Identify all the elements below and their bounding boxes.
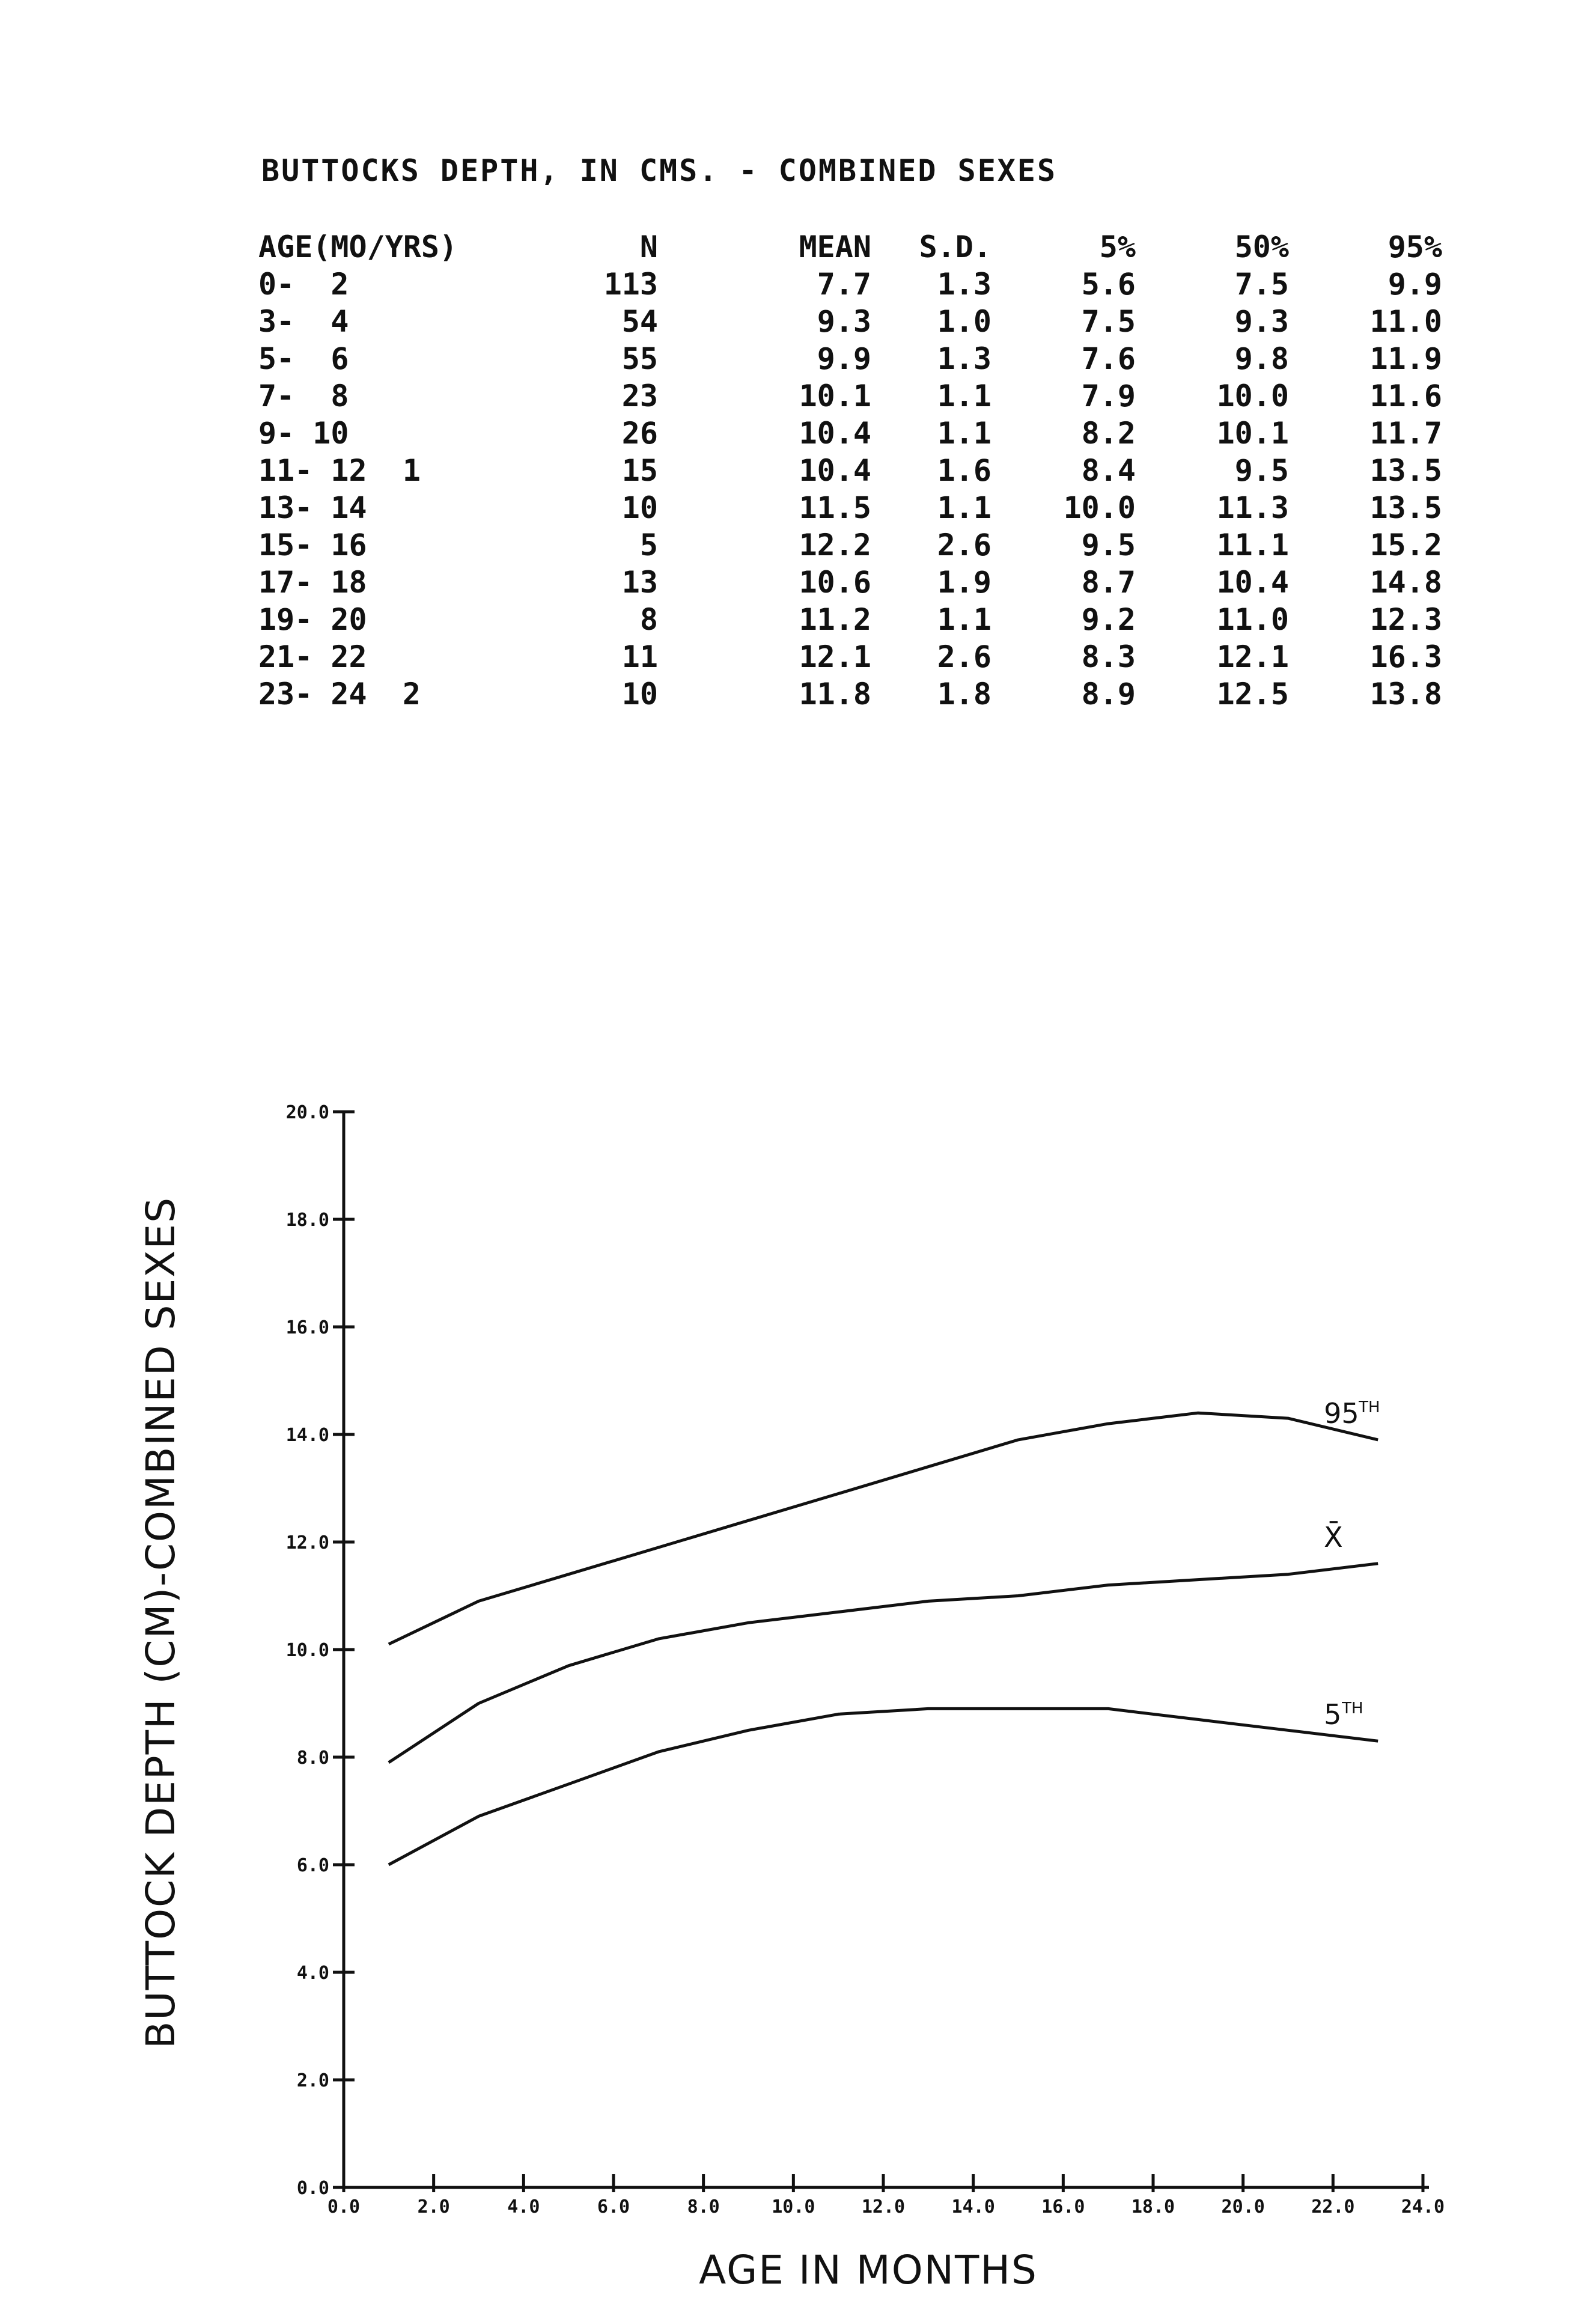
series-label: X̄ [1324,1520,1343,1553]
y-tick-label: 16.0 [285,1317,329,1338]
cell-mean: 7.7 [817,267,871,302]
cell-age [258,564,571,601]
cell-p50: 10.4 [1216,565,1289,600]
table-row [258,564,1442,601]
x-tick-label: 2.0 [417,2196,450,2217]
cell-n: 11 [621,639,658,674]
cell-n: 113 [603,267,658,302]
cell-n: 8 [639,602,658,637]
cell-p50: 7.5 [1234,267,1289,302]
cell-sd: 2.6 [937,639,991,674]
header-n: N [639,230,658,264]
cell-p95: 11.7 [1369,416,1442,451]
cell-p50: 12.1 [1216,639,1289,674]
x-tick-label: 14.0 [951,2196,995,2217]
header-p50: 50% [1234,230,1289,264]
cell-n: 23 [621,379,658,413]
table-row [258,675,1442,713]
x-tick-label: 18.0 [1131,2196,1175,2217]
cell-sd: 1.6 [937,453,991,488]
header-mean: MEAN [799,230,871,264]
cell-p95: 13.5 [1369,453,1442,488]
axes [286,1102,1445,2217]
cell-p95: 12.3 [1369,602,1442,637]
cell-p50: 11.1 [1216,528,1289,562]
cell-p50: 10.0 [1216,379,1289,413]
header-p95: 95% [1387,230,1442,264]
cell-sd: 1.0 [937,304,991,339]
cell-age [258,452,571,489]
x-tick-label: 16.0 [1041,2196,1085,2217]
series-line-mean [389,1564,1378,1763]
age-range: 7- 8 [258,379,349,413]
cell-p95: 14.8 [1369,565,1442,600]
header-age: AGE(MO/YRS) [258,230,458,264]
cell-p5: 7.5 [1081,304,1136,339]
table-row [258,377,1442,415]
cell-n: 5 [639,528,658,562]
cell-p5: 10.0 [1063,490,1136,525]
table-body [258,266,1442,713]
y-tick-label: 10.0 [285,1640,329,1661]
cell-p5: 7.9 [1081,379,1136,413]
x-tick-label: 0.0 [327,2196,361,2217]
series-label-superscript: TH [1359,1398,1380,1416]
cell-mean: 10.6 [799,565,871,600]
age-range: 19- 20 [258,602,367,637]
series-line-p95 [389,1413,1378,1644]
age-range: 13- 14 [258,490,367,525]
cell-p50: 9.3 [1234,304,1289,339]
cell-mean: 12.1 [799,639,871,674]
cell-mean: 11.2 [799,602,871,637]
cell-p50: 9.8 [1234,341,1289,376]
cell-mean: 11.8 [799,677,871,712]
cell-age [258,675,571,713]
age-range: 9- 10 [258,416,349,451]
table-row [258,415,1442,452]
table-title: BUTTOCKS DEPTH, IN CMS. - COMBINED SEXES [261,153,1058,188]
age-range: 5- 6 [258,341,349,376]
cell-p50: 11.0 [1216,602,1289,637]
cell-age [258,638,571,675]
table-row [258,489,1442,526]
cell-age [258,489,571,526]
cell-sd: 1.1 [937,602,991,637]
age-range: 15- 16 [258,528,367,562]
cell-sd: 1.1 [937,490,991,525]
y-tick-label: 8.0 [296,1748,329,1769]
cell-p5: 8.9 [1081,677,1136,712]
y-axis-title: BUTTOCK DEPTH (CM)-COMBINED SEXES [138,1196,184,2049]
x-tick-label: 22.0 [1311,2196,1355,2217]
table-row [258,452,1442,489]
table-row [258,526,1442,564]
age-range: 11- 12 [258,453,367,488]
series-label: 95 [1324,1397,1359,1430]
cell-mean: 10.1 [799,379,871,413]
cell-n: 26 [621,416,658,451]
cell-mean: 10.4 [799,416,871,451]
cell-sd: 1.8 [937,677,991,712]
cell-p50: 10.1 [1216,416,1289,451]
cell-p95: 11.9 [1369,341,1442,376]
cell-p50: 11.3 [1216,490,1289,525]
cell-sd: 1.9 [937,565,991,600]
growth-chart [0,1022,1596,2298]
series-label-superscript: TH [1342,1699,1363,1718]
series-line-p5 [389,1708,1378,1865]
table-row [258,638,1442,675]
cell-p50: 12.5 [1216,677,1289,712]
cell-p95: 11.6 [1369,379,1442,413]
cell-age [258,526,571,564]
y-tick-label: 0.0 [296,2178,329,2199]
x-tick-label: 4.0 [507,2196,540,2217]
cell-p5: 7.6 [1081,341,1136,376]
y-tick-label: 6.0 [296,1855,329,1876]
age-range: 23- 24 [258,677,367,712]
cell-mean: 9.9 [817,341,871,376]
cell-n: 15 [621,453,658,488]
cell-sd: 2.6 [937,528,991,562]
cell-age [258,377,571,415]
header-p5: 5% [1099,230,1136,264]
cell-p50: 9.5 [1234,453,1289,488]
x-tick-label: 20.0 [1221,2196,1265,2217]
series-lines [389,1413,1378,1865]
y-tick-label: 12.0 [285,1532,329,1553]
cell-p5: 9.5 [1081,528,1136,562]
cell-p95: 9.9 [1387,267,1442,302]
cell-age [258,601,571,638]
cell-age [258,415,571,452]
statistics-table [258,228,1442,713]
cell-sd: 1.3 [937,267,991,302]
cell-n: 55 [621,341,658,376]
x-tick-label: 12.0 [861,2196,906,2217]
y-tick-label: 18.0 [285,1210,329,1231]
cell-p95: 16.3 [1369,639,1442,674]
y-tick-label: 2.0 [296,2070,329,2091]
age-range: 0- 2 [258,267,349,302]
cell-age [258,266,571,303]
table-row [258,340,1442,377]
y-tick-label: 20.0 [285,1102,329,1123]
x-axis-title: AGE IN MONTHS [699,2247,1038,2293]
x-tick-label: 24.0 [1401,2196,1445,2217]
cell-sd: 1.1 [937,416,991,451]
age-year-note: 2 [402,677,421,712]
cell-mean: 10.4 [799,453,871,488]
cell-p95: 15.2 [1369,528,1442,562]
cell-p5: 9.2 [1081,602,1136,637]
cell-n: 54 [621,304,658,339]
cell-p95: 13.8 [1369,677,1442,712]
cell-n: 10 [621,490,658,525]
y-tick-label: 4.0 [296,1963,329,1984]
cell-age [258,303,571,340]
age-year-note: 1 [402,453,421,488]
x-tick-label: 10.0 [772,2196,815,2217]
cell-p5: 8.3 [1081,639,1136,674]
cell-age [258,340,571,377]
table-row [258,601,1442,638]
age-range: 17- 18 [258,565,367,600]
cell-mean: 11.5 [799,490,871,525]
cell-p5: 8.2 [1081,416,1136,451]
cell-p5: 8.4 [1081,453,1136,488]
table-row [258,266,1442,303]
series-label: 5 [1324,1698,1342,1731]
cell-sd: 1.3 [937,341,991,376]
x-tick-label: 8.0 [687,2196,720,2217]
cell-p95: 13.5 [1369,490,1442,525]
table-header-row [258,228,1442,266]
cell-mean: 12.2 [799,528,871,562]
cell-p95: 11.0 [1369,304,1442,339]
cell-p5: 5.6 [1081,267,1136,302]
y-tick-label: 14.0 [285,1425,329,1446]
header-sd: S.D. [919,230,991,264]
cell-sd: 1.1 [937,379,991,413]
cell-n: 13 [621,565,658,600]
cell-n: 10 [621,677,658,712]
table-row [258,303,1442,340]
x-tick-label: 6.0 [597,2196,630,2217]
age-range: 21- 22 [258,639,367,674]
age-range: 3- 4 [258,304,349,339]
cell-mean: 9.3 [817,304,871,339]
cell-p5: 8.7 [1081,565,1136,600]
